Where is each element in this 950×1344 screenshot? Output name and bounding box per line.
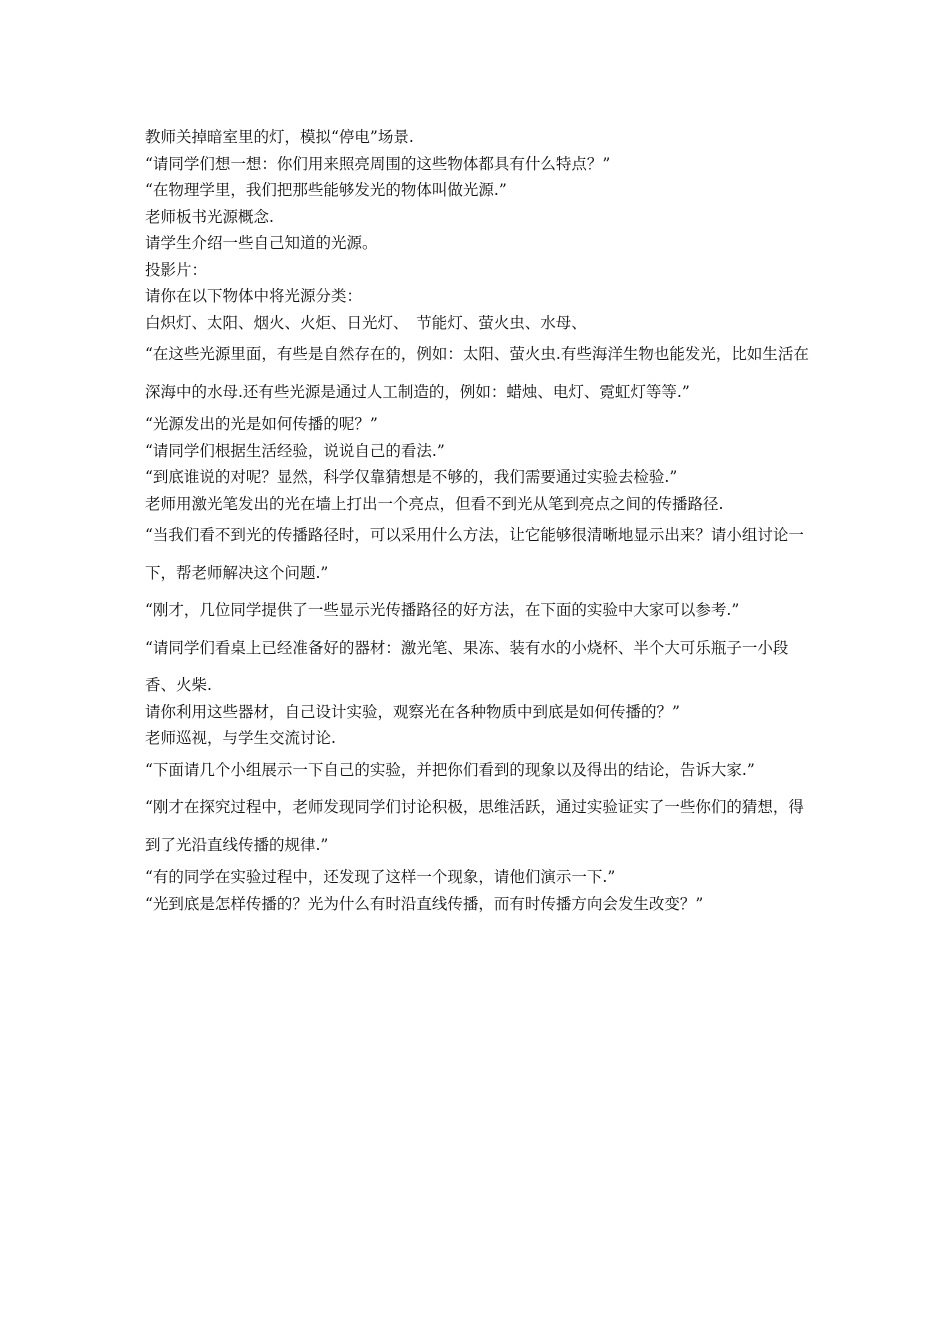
paragraph: “请同学们想一想：你们用来照亮周围的这些物体都具有什么特点？” [145, 154, 611, 173]
document-body [145, 124, 810, 917]
paragraph: 请学生介绍一些自己知道的光源。 [145, 234, 378, 252]
paragraph: 教师关掉暗室里的灯，模拟“停电”场景. [145, 128, 414, 146]
paragraph: “到底谁说的对呢？显然，科学仅靠猜想是不够的，我们需要通过实验去检验.” [145, 468, 678, 486]
paragraph: 投影片： [145, 260, 208, 279]
paragraph: “请同学们根据生活经验，说说自己的看法.” [145, 441, 445, 460]
paragraph: 请你利用这些器材，自己设计实验，观察光在各种物质中到底是如何传播的？” [145, 702, 680, 721]
paragraph: “刚才，几位同学提供了一些显示光传播路径的好方法，在下面的实验中大家可以参考.” [145, 601, 740, 619]
paragraph: 老师巡视，与学生交流讨论. [145, 729, 336, 747]
paragraph: “刚才在探究过程中，老师发现同学们讨论积极，思维活跃，通过实验证实了一些你们的猜想，得到了光沿直线传播的规律.” [145, 798, 804, 854]
paragraph: “在这些光源里面，有些是自然存在的，例如：太阳、萤火虫.有些海洋生物也能发光，比如生活在深海中的水母.还有些光源是通过人工制造的，例如：蜡烛、电灯、霓虹灯等等.” [145, 345, 809, 401]
paragraph: “请同学们看桌上已经准备好的器材：激光笔、果冻、装有水的小烧杯、半个大可乐瓶子一小段香、火柴. [145, 638, 789, 694]
paragraph: 老师板书光源概念. [145, 207, 274, 226]
paragraph: 请你在以下物体中将光源分类： [145, 287, 363, 305]
paragraph: “有的同学在实验过程中，还发现了这样一个现象，请他们演示一下.” [145, 868, 616, 886]
paragraph: “光源发出的光是如何传播的呢？” [145, 415, 378, 433]
paragraph: “在物理学里，我们把那些能够发光的物体叫做光源.” [145, 181, 507, 199]
paragraph: “下面请几个小组展示一下自己的实验，并把你们看到的现象以及得出的结论，告诉大家.” [145, 760, 755, 779]
paragraph: “当我们看不到光的传播路径时，可以采用什么方法，让它能够很清晰地显示出来？请小组讨论一下，帮老师解决这个问题.” [145, 526, 804, 582]
paragraph: “光到底是怎样传播的？光为什么有时沿直线传播，而有时传播方向会发生改变？” [145, 894, 704, 913]
paragraph: 老师用激光笔发出的光在墙上打出一个亮点，但看不到光从笔到亮点之间的传播路径. [145, 494, 724, 513]
paragraph: 白炽灯、太阳、烟火、火炬、日光灯、 节能灯、萤火虫、水母、 [145, 313, 587, 332]
